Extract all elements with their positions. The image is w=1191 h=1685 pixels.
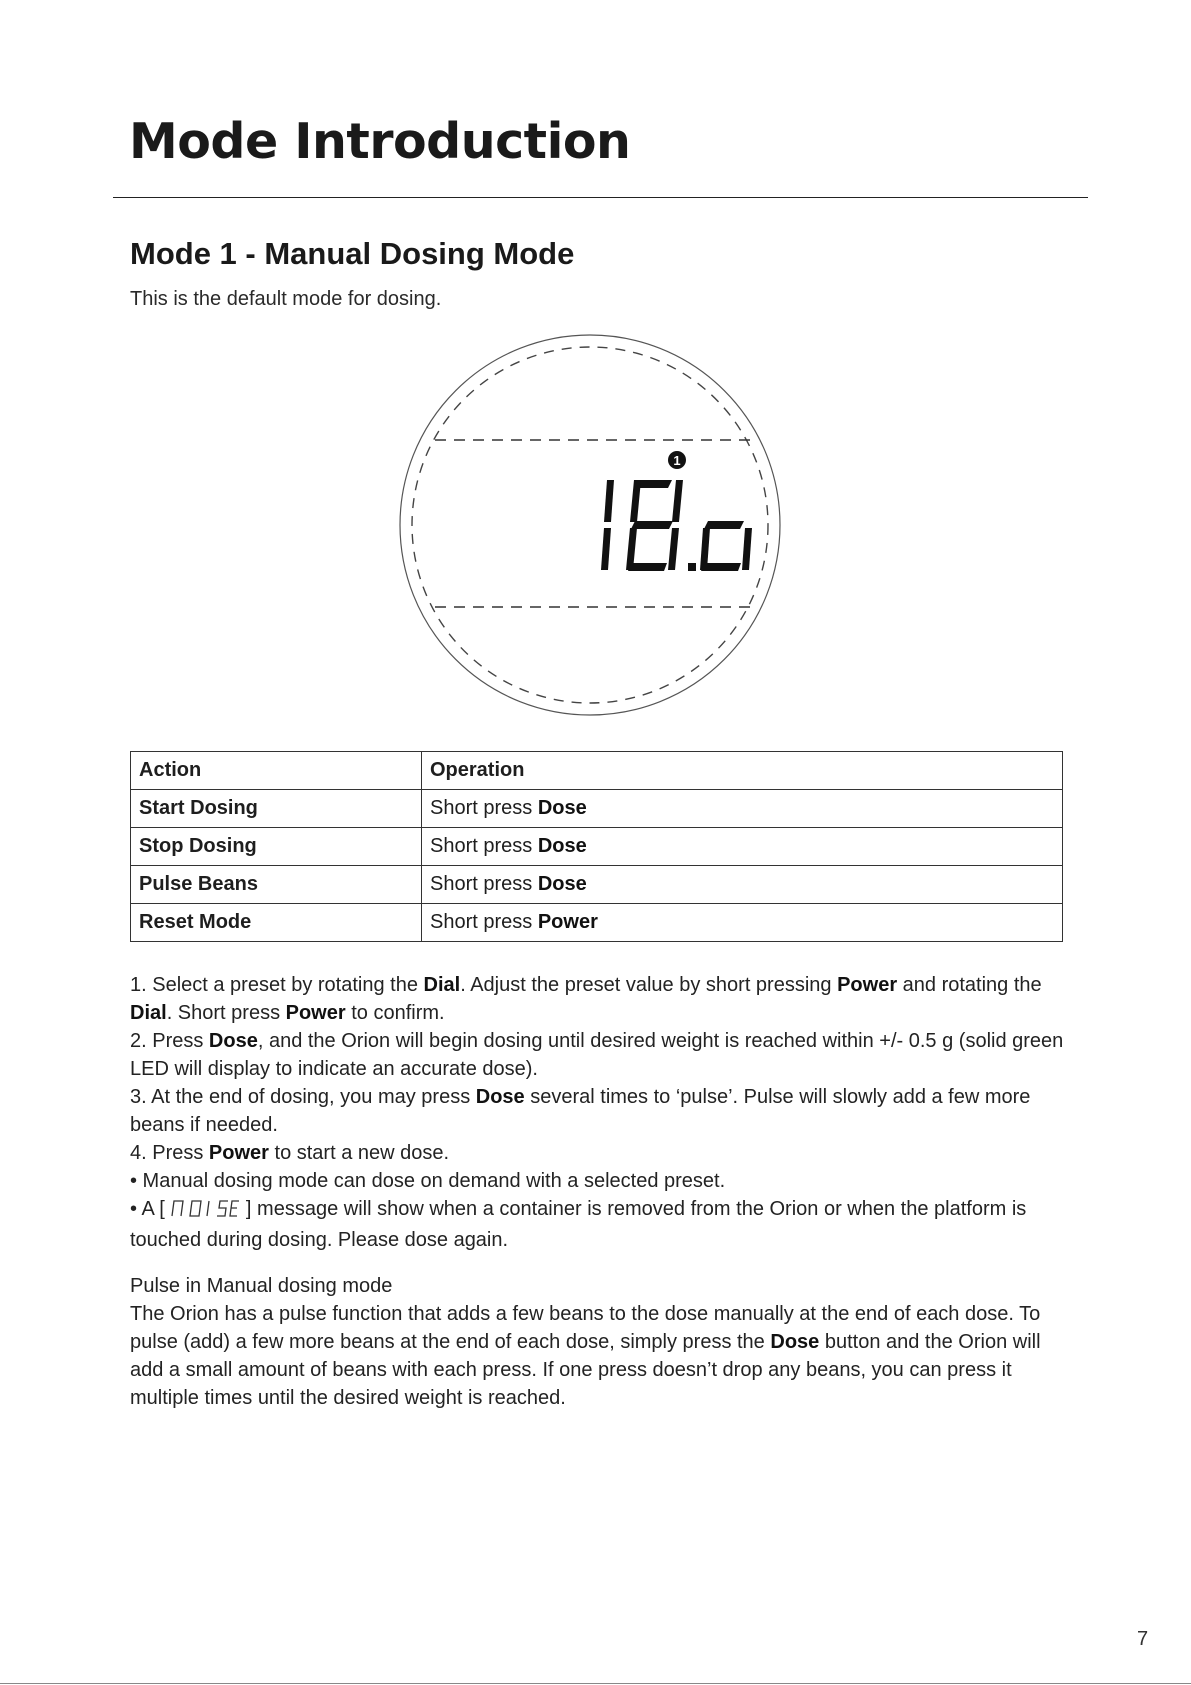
operation-cell: Short press Power [422,904,1063,942]
pulse-section [130,1272,1065,1412]
column-header-action: Action [131,752,422,790]
title-divider [113,197,1088,198]
action-cell: Start Dosing [131,790,422,828]
action-cell: Pulse Beans [131,866,422,904]
pulse-heading: Pulse in Manual dosing mode [130,1275,393,1297]
step-4: 4. Press Power to start a new dose. [130,1142,450,1164]
table-row [131,790,1063,828]
page-number: 7 [1137,1628,1149,1650]
bottom-edge-line [0,1683,1191,1684]
table-row [131,828,1063,866]
page-title: Mode Introduction [129,113,631,170]
action-cell: Reset Mode [131,904,422,942]
action-cell: Stop Dosing [131,828,422,866]
section-title: Mode 1 - Manual Dosing Mode [130,236,575,271]
lcd-display-illustration [395,330,785,720]
column-header-operation: Operation [422,752,1063,790]
operations-table [130,751,1063,942]
display-reading [601,480,752,571]
callout-number: 1 [673,453,681,468]
step-3: 3. At the end of dosing, you may press Dose several times to ‘pulse’. Pulse will slowly add a few more beans if needed. [130,1086,1031,1136]
bullet-noise-message: • A [ ] message will show when a container is removed from the Orion or when the platform is touched during dosing. Please dose again. [130,1198,1027,1251]
pulse-description: The Orion has a pulse function that adds a few beans to the dose manually at the end of each dose. To pulse (add) a few more beans at the end of each dose, simply press the Dose button and the Orion will add a small amount of beans with each press. If one press doesn’t drop any beans, you can press it multiple times until the desired weight is reached. [130,1303,1041,1409]
section-intro: This is the default mode for dosing. [130,288,442,310]
table-header-row [131,752,1063,790]
step-2: 2. Press Dose, and the Orion will begin dosing until desired weight is reached within +/- 0.5 g (solid green LED will display to indicate an accurate dose). [130,1030,1064,1080]
step-1: 1. Select a preset by rotating the Dial. Adjust the preset value by short pressing Power and rotating the Dial. Short press Power to confirm. [130,974,1042,1024]
instructions [130,971,1065,1254]
table-row [131,904,1063,942]
bullet-manual-dosing: • Manual dosing mode can dose on demand with a selected preset. [130,1170,726,1192]
table-row [131,866,1063,904]
operation-cell: Short press Dose [422,828,1063,866]
operation-cell: Short press Dose [422,866,1063,904]
operation-cell: Short press Dose [422,790,1063,828]
noise-segment-glyph [170,1198,240,1226]
